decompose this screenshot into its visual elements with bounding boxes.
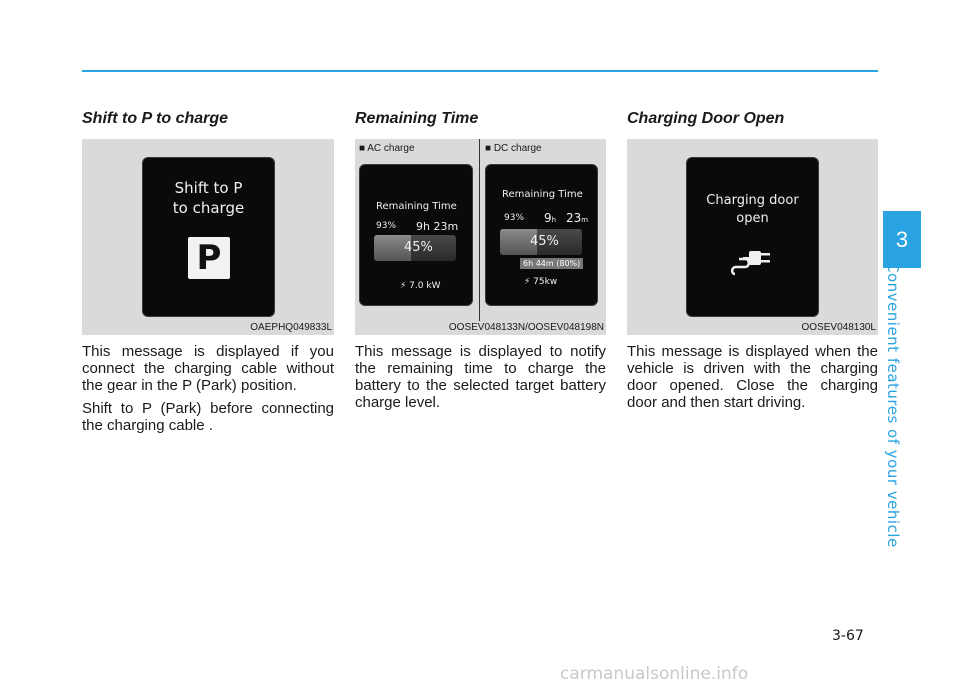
screen-message-line2: to charge xyxy=(172,199,245,217)
park-gear-icon xyxy=(188,237,230,279)
target-percent: 93% xyxy=(376,221,397,231)
paragraph: This message is displayed when the vehicle is driven with the charging door opened. Close the charging door and then start driving. xyxy=(627,343,878,411)
figure-code: OOSEV048130L xyxy=(801,322,876,333)
minutes-value: 23 xyxy=(566,211,582,225)
remaining-time-value: 9h 23m xyxy=(416,220,459,233)
chapter-number: 3 xyxy=(895,226,909,252)
section-heading-door: Charging Door Open xyxy=(627,110,785,127)
target-time: 6h 44m xyxy=(523,259,554,268)
charging-plug-icon xyxy=(729,246,779,280)
hours-unit: h xyxy=(551,216,557,224)
figure-charging-door xyxy=(627,139,878,335)
gear-label: P xyxy=(196,238,222,278)
battery-level-bar xyxy=(500,229,582,255)
charge-power: ⚡ 75kw xyxy=(524,277,558,287)
screen-message-line1: Charging door xyxy=(706,193,799,208)
watermark: carmanualsonline.info xyxy=(560,664,749,684)
dc-charge-label: ■ DC charge xyxy=(485,143,542,154)
battery-level-bar xyxy=(374,235,456,261)
remaining-time-title: Remaining Time xyxy=(502,189,583,200)
figure-code: OAEPHQ049833L xyxy=(250,322,332,333)
remaining-hours xyxy=(544,211,556,225)
figure-shift-to-p xyxy=(82,139,334,335)
figure-code: OOSEV048133N/OOSEV048198N xyxy=(448,322,604,333)
figure-remaining-time xyxy=(355,139,606,335)
figure-divider xyxy=(479,139,480,321)
target-level: (80%) xyxy=(556,259,581,268)
section-heading-shift: Shift to P to charge xyxy=(82,110,229,127)
dc-cluster-screen xyxy=(486,165,597,305)
minutes-unit: m xyxy=(581,216,589,224)
page-number: 3-67 xyxy=(832,628,864,644)
remaining-minutes xyxy=(566,211,588,225)
battery-percent: 45% xyxy=(404,240,433,255)
chapter-title: Convenient features of your vehicle xyxy=(884,262,902,548)
cluster-screen xyxy=(687,158,818,316)
ac-charge-label: ■ AC charge xyxy=(359,143,415,154)
paragraph: This message is displayed to notify the remaining time to charge the battery to the selected target battery charge level. xyxy=(355,343,606,411)
ac-cluster-screen xyxy=(360,165,472,305)
target-percent: 93% xyxy=(504,213,525,223)
chapter-tab xyxy=(883,211,921,268)
cluster-screen xyxy=(143,158,274,316)
remaining-time-title: Remaining Time xyxy=(376,201,457,212)
section-heading-remaining: Remaining Time xyxy=(355,110,479,127)
header-rule xyxy=(82,70,878,72)
screen-message-line1: Shift to P xyxy=(174,179,243,197)
paragraph: Shift to P (Park) before connecting the charging cable . xyxy=(82,400,334,434)
battery-percent: 45% xyxy=(530,234,559,249)
hours-value: 9 xyxy=(544,211,552,225)
paragraph: This message is displayed if you connect the charging cable without the gear in the P (Park) position. xyxy=(82,343,334,394)
screen-message-line2: open xyxy=(736,211,769,226)
target-time-badge xyxy=(520,258,583,269)
charge-power: ⚡ 7.0 kW xyxy=(400,281,441,291)
